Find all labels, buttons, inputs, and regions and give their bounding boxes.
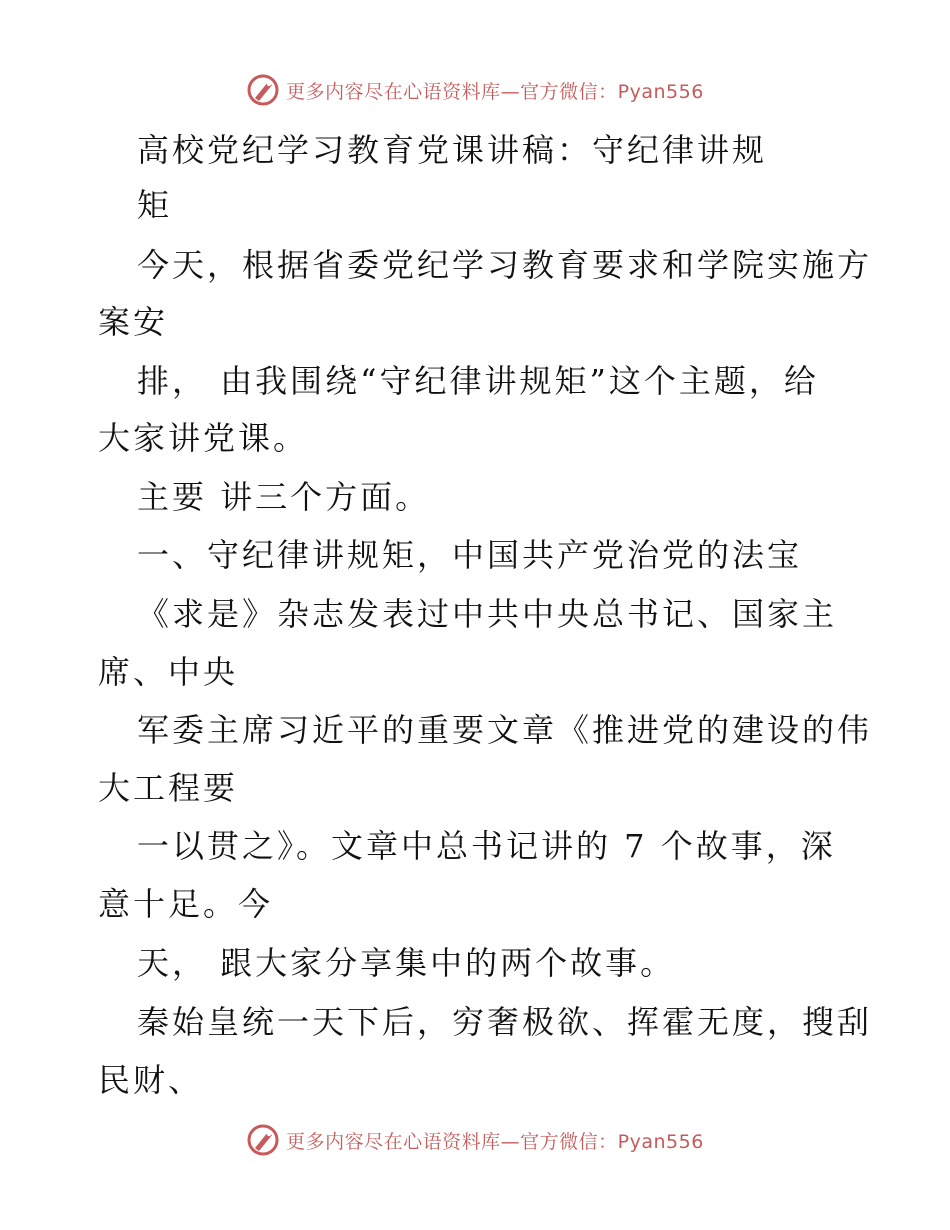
paragraph-line: 军委主席习近平的重要文章《推进党的建设的伟 <box>137 711 873 749</box>
paragraph-line: 秦始皇统一天下后，穷奢极欲、挥霍无度，搜刮 <box>137 1003 873 1041</box>
footer-watermark-text: 更多内容尽在心语资料库—官方微信：Pyan556 <box>286 1130 704 1153</box>
pen-logo-icon <box>246 1123 280 1157</box>
paragraph-line: 大家讲党课。 <box>98 419 309 457</box>
paragraph-line: 《求是》杂志发表过中共中央总书记、国家主 <box>137 595 838 633</box>
pen-logo-icon <box>246 73 280 107</box>
doc-title-line-2: 矩 <box>137 186 173 224</box>
paragraph-line: 大工程要 <box>98 769 239 807</box>
footer-watermark-banner <box>0 1120 950 1160</box>
paragraph-line: 主要 讲三个方面。 <box>137 478 431 516</box>
header-watermark-text: 更多内容尽在心语资料库—官方微信：Pyan556 <box>286 80 704 103</box>
section-heading: 一、守纪律讲规矩，中国共产党治党的法宝 <box>137 536 803 574</box>
paragraph-line: 今天，根据省委党纪学习教育要求和学院实施方 <box>137 246 873 284</box>
paragraph-line: 席、中央 <box>98 653 239 691</box>
paragraph-line: 排， 由我围绕“守纪律讲规矩”这个主题，给 <box>137 362 819 400</box>
paragraph-line: 案安 <box>98 303 169 341</box>
paragraph-line: 意十足。今 <box>98 885 274 923</box>
header-watermark-banner <box>0 70 950 110</box>
paragraph-line: 民财、 <box>98 1061 204 1099</box>
paragraph-line: 天， 跟大家分享集中的两个故事。 <box>137 944 676 982</box>
paragraph-line: 一以贯之》。文章中总书记讲的 7 个故事，深 <box>137 827 836 865</box>
doc-title-line-1: 高校党纪学习教育党课讲稿：守纪律讲规 <box>137 131 768 169</box>
